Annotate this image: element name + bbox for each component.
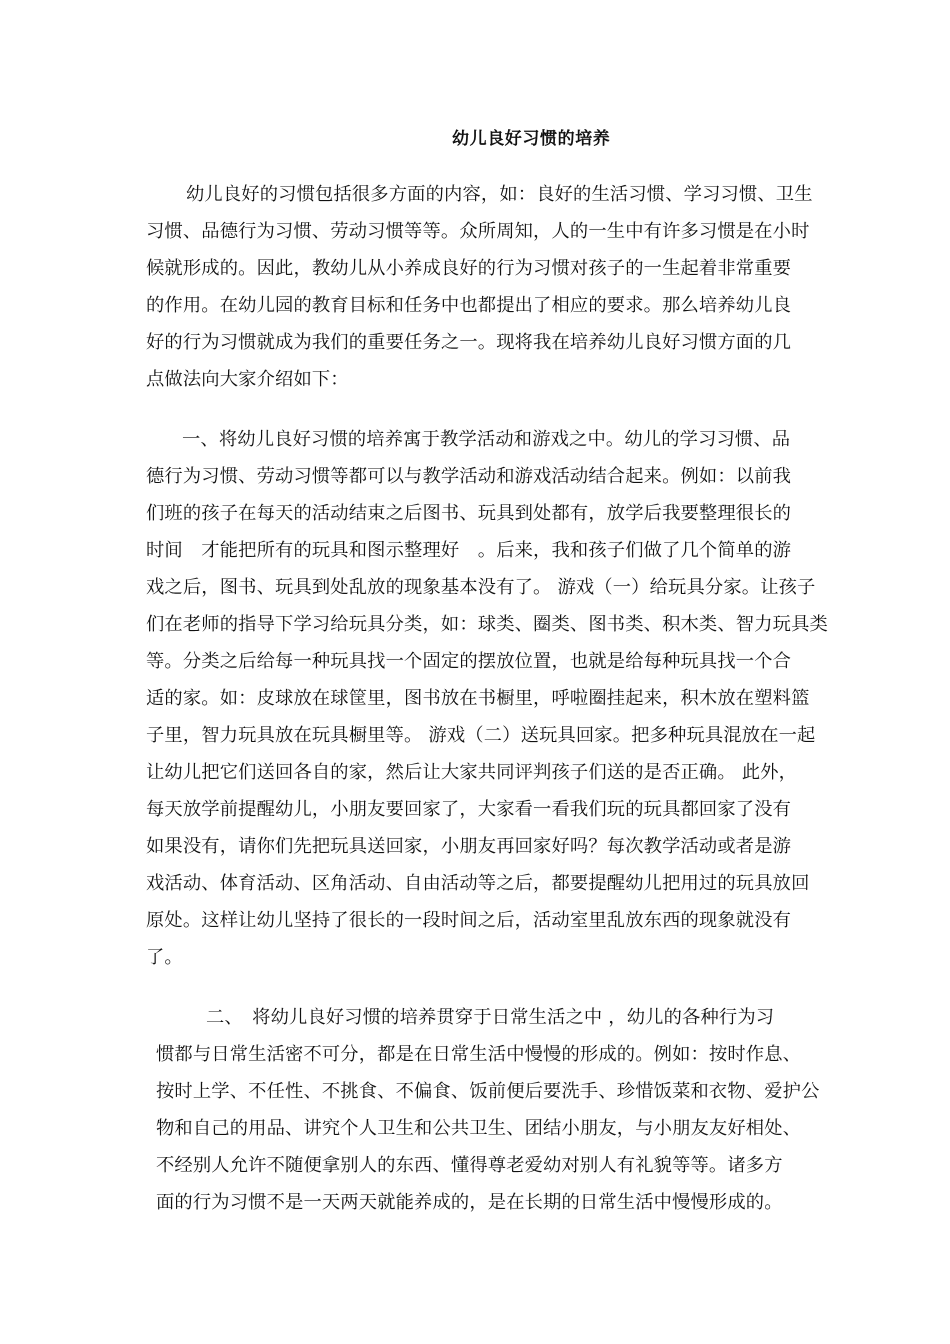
paragraph-line: 点做法向大家介绍如下： [146,369,349,390]
paragraph-line: 不经别人允许不随便拿别人的东西、懂得尊老爱幼对别人有礼貌等等。诸多方 [156,1155,783,1176]
paragraph-line: 候就形成的。因此，教幼儿从小养成良好的行为习惯对孩子的一生起着非常重要 [146,258,792,279]
paragraph-line: 们班的孩子在每天的活动结束之后图书、玩具到处都有，放学后我要整理很长的 [146,503,792,524]
document-title: 幼儿良好习惯的培养 [452,129,611,149]
paragraph-line: 一、将幼儿良好习惯的培养寓于教学活动和游戏之中。幼儿的学习习惯、品 [182,429,791,450]
paragraph-line: 戏活动、体育活动、区角活动、自由活动等之后，都要提醒幼儿把用过的玩具放回 [146,873,810,894]
paragraph-line: 每天放学前提醒幼儿，小朋友要回家了，大家看一看我们玩的玩具都回家了没有 [146,799,792,820]
paragraph-line: 二、 将幼儿良好习惯的培养贯穿于日常生活之中 ，幼儿的各种行为习 [206,1007,775,1028]
paragraph-line: 们在老师的指导下学习给玩具分类，如：球类、圈类、图书类、积木类、智力玩具类 [146,614,828,635]
paragraph-line: 戏之后，图书、玩具到处乱放的现象基本没有了。 游戏（一）给玩具分家。让孩子 [146,577,816,598]
paragraph-line: 适的家。如：皮球放在球筐里，图书放在书橱里，呼啦圈挂起来，积木放在塑料篮 [146,688,810,709]
paragraph-line: 物和自己的用品、讲究个人卫生和公共卫生、团结小朋友，与小朋友友好相处、 [156,1118,802,1139]
paragraph-line: 好的行为习惯就成为我们的重要任务之一。现将我在培养幼儿良好习惯方面的几 [146,332,792,353]
paragraph-line: 子里，智力玩具放在玩具橱里等。 游戏（二）送玩具回家。把多种玩具混放在一起 [146,725,816,746]
paragraph-line: 如果没有，请你们先把玩具送回家，小朋友再回家好吗？每次教学活动或者是游 [146,836,792,857]
paragraph-line: 按时上学、不任性、不挑食、不偏食、饭前便后要洗手、珍惜饭菜和衣物、爱护公 [156,1081,820,1102]
paragraph-line: 德行为习惯、劳动习惯等都可以与教学活动和游戏活动结合起来。例如：以前我 [146,466,792,487]
paragraph-line: 原处。这样让幼儿坚持了很长的一段时间之后，活动室里乱放东西的现象就没有 [146,910,792,931]
paragraph-line: 幼儿良好的习惯包括很多方面的内容，如：良好的生活习惯、学习习惯、卫生 [186,184,813,205]
paragraph-line: 面的行为习惯不是一天两天就能养成的，是在长期的日常生活中慢慢形成的。 [156,1192,783,1213]
paragraph-line: 的作用。在幼儿园的教育目标和任务中也都提出了相应的要求。那么培养幼儿良 [146,295,792,316]
paragraph-line: 习惯、品德行为习惯、劳动习惯等等。众所周知，人的一生中有许多习惯是在小时 [146,221,810,242]
paragraph-line: 时间 才能把所有的玩具和图示整理好 。后来，我和孩子们做了几个简单的游 [146,540,792,561]
paragraph-line: 让幼儿把它们送回各自的家，然后让大家共同评判孩子们送的是否正确。 此外， [146,762,798,783]
paragraph-line: 等。分类之后给每一种玩具找一个固定的摆放位置，也就是给每种玩具找一个合 [146,651,792,672]
paragraph-line: 了。 [146,947,183,968]
paragraph-line: 惯都与日常生活密不可分，都是在日常生活中慢慢的形成的。例如：按时作息、 [156,1044,802,1065]
